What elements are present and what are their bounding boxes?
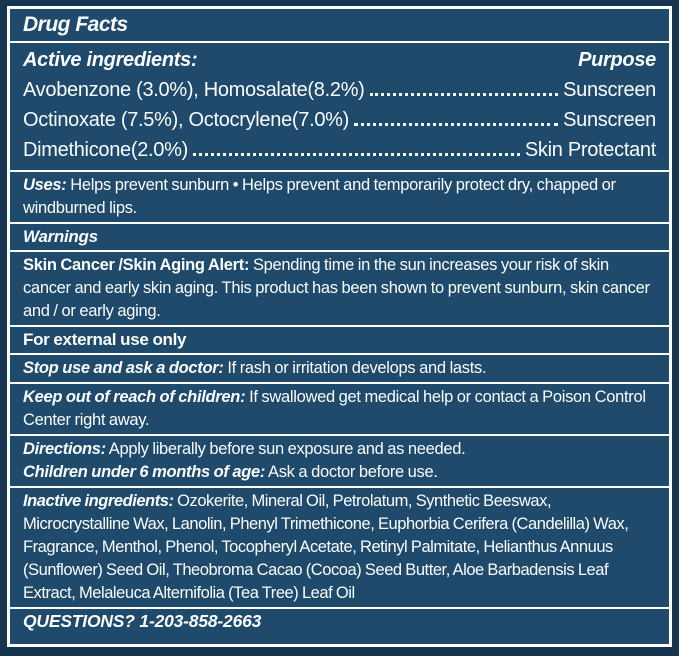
section-active-ingredients [10,41,669,170]
active-ingredient-row [23,75,656,105]
keep-out-text: If swallowed get medical help or contact a Poison Control Center right away. [23,388,646,429]
children-text: Ask a doctor before use. [265,463,438,481]
section-warnings [10,222,669,250]
active-ingredient-row [23,135,656,165]
ingredient-purpose: Skin Protectant [524,139,656,161]
stop-use-heading: Stop use and ask a doctor: [23,359,224,377]
drug-facts-label [7,6,672,647]
section-questions [10,607,669,635]
active-ingredients-heading: Active ingredients: [23,49,198,71]
external-use-text: For external use only [23,330,187,349]
section-directions [10,434,669,486]
children-heading: Children under 6 months of age: [23,463,266,481]
directions-line [23,438,656,461]
skin-alert-heading: Skin Cancer /Skin Aging Alert: [23,256,250,274]
active-ingredient-row [23,105,656,135]
warnings-heading: Warnings [23,227,98,246]
section-inactive-ingredients [10,486,669,607]
drug-facts-heading: Drug Facts [23,13,128,36]
active-ingredients-header [23,45,656,75]
questions-phone-text: QUESTIONS? 1-203-858-2663 [23,611,262,631]
section-external-use [10,325,669,353]
section-uses [10,170,669,222]
directions-heading: Directions: [23,440,106,458]
section-skin-alert [10,250,669,325]
section-stop-use [10,353,669,382]
section-title [10,9,669,41]
dotted-leader [193,153,520,156]
inactive-text: Ozokerite, Mineral Oil, Petrolatum, Synthetic Beeswax, Microcrystalline Wax, Lanolin, Phenyl Trimethicone, Euphorbia Cerifera (Candelilla) Wax, Fragrance, Menthol, Phenol, Tocopheryl Acetate, Retinyl Palmitate, Helianthus Annuus (Sunflower) Seed Oil, Theobroma Cacao (Cocoa) Seed Butter, Aloe Barbadensis Leaf Extract, Melaleuca Alternifolia (Tea Tree) Leaf Oil [23,492,629,602]
stop-use-text: If rash or irritation develops and lasts. [223,359,487,377]
skin-alert-text: Spending time in the sun increases your risk of skin cancer and early skin aging. This product has been shown to prevent sunburn, skin cancer and / or early aging. [23,256,650,320]
directions-text: Apply liberally before sun exposure and as needed. [105,440,466,458]
ingredient-purpose: Sunscreen [563,79,656,101]
ingredient-purpose: Sunscreen [563,109,656,131]
uses-text: Helps prevent sunburn • Helps prevent and temporarily protect dry, chapped or windburned lips. [23,176,616,217]
section-keep-out-of-reach [10,382,669,434]
purpose-heading: Purpose [578,49,656,71]
ingredient-name: Dimethicone(2.0%) [23,139,188,161]
uses-heading: Uses: [23,176,67,194]
children-line [23,461,656,484]
ingredient-name: Avobenzone (3.0%), Homosalate(8.2%) [23,79,365,101]
dotted-leader [370,93,559,96]
inactive-heading: Inactive ingredients: [23,492,174,510]
keep-out-heading: Keep out of reach of children: [23,388,246,406]
dotted-leader [354,123,558,126]
ingredient-name: Octinoxate (7.5%), Octocrylene(7.0%) [23,109,349,131]
